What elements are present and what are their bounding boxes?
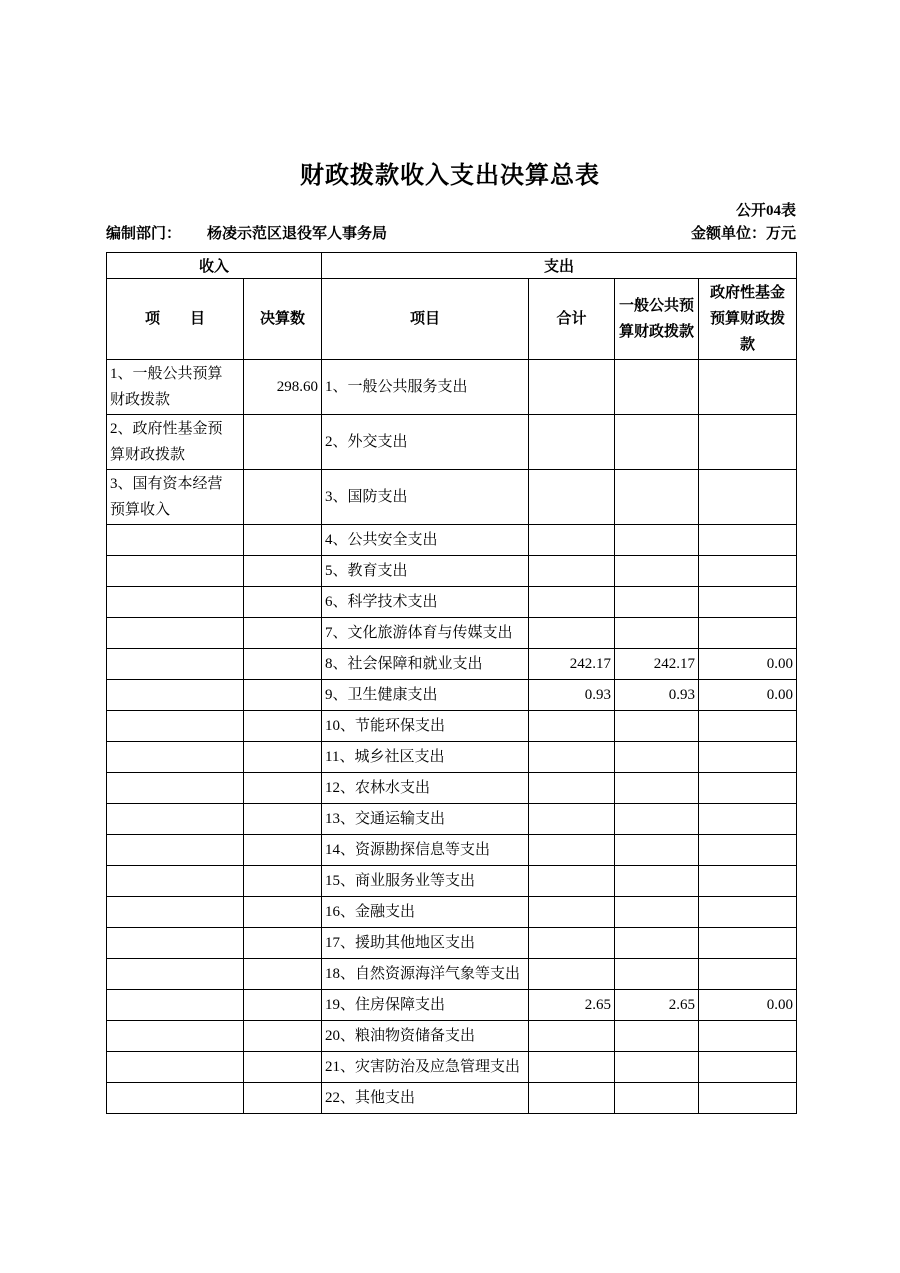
- expense-item-cell: 11、城乡社区支出: [322, 742, 529, 773]
- expense-item-cell: 16、金融支出: [322, 897, 529, 928]
- income-amount-cell: [244, 587, 322, 618]
- income-item-cell: [107, 990, 244, 1021]
- expense-total-cell: [529, 618, 615, 649]
- expense-item-cell: 19、住房保障支出: [322, 990, 529, 1021]
- income-amount-cell: [244, 618, 322, 649]
- expense-general-cell: [615, 804, 699, 835]
- income-item-cell: [107, 1021, 244, 1052]
- income-item-cell: [107, 649, 244, 680]
- income-item-cell: [107, 928, 244, 959]
- expense-total-cell: 242.17: [529, 649, 615, 680]
- expense-item-cell: 2、外交支出: [322, 415, 529, 470]
- income-amount-cell: [244, 742, 322, 773]
- expense-total-cell: [529, 1021, 615, 1052]
- expense-general-cell: [615, 1083, 699, 1114]
- expense-general-cell: [615, 742, 699, 773]
- income-item-cell: 1、一般公共预算财政拨款: [107, 360, 244, 415]
- expense-general-cell: [615, 360, 699, 415]
- income-item-cell: [107, 1052, 244, 1083]
- expense-govfund-cell: [699, 587, 797, 618]
- table-row: [107, 711, 797, 742]
- income-item-cell: [107, 742, 244, 773]
- expense-item-cell: 10、节能环保支出: [322, 711, 529, 742]
- income-item-cell: [107, 711, 244, 742]
- fiscal-appropriation-table: [106, 252, 797, 1114]
- income-amount-cell: [244, 990, 322, 1021]
- expense-item-cell: 9、卫生健康支出: [322, 680, 529, 711]
- table-row: [107, 897, 797, 928]
- expense-general-cell: [615, 587, 699, 618]
- income-item-cell: [107, 618, 244, 649]
- expense-general-cell: [615, 525, 699, 556]
- income-amount-cell: [244, 711, 322, 742]
- expense-total-cell: [529, 470, 615, 525]
- expense-govfund-cell: [699, 618, 797, 649]
- expense-total-cell: [529, 835, 615, 866]
- table-code: 公开04表: [735, 203, 796, 219]
- expense-govfund-cell: [699, 360, 797, 415]
- expense-general-cell: [615, 415, 699, 470]
- expense-general-cell: 0.93: [615, 680, 699, 711]
- income-amount-cell: [244, 835, 322, 866]
- expense-total-cell: [529, 525, 615, 556]
- table-row: [107, 1021, 797, 1052]
- expense-item-cell: 13、交通运输支出: [322, 804, 529, 835]
- income-item-cell: [107, 556, 244, 587]
- expense-total-cell: [529, 711, 615, 742]
- expense-item-cell: 15、商业服务业等支出: [322, 866, 529, 897]
- expense-total-cell: [529, 556, 615, 587]
- expense-general-cell: [615, 711, 699, 742]
- income-item-cell: [107, 773, 244, 804]
- expense-general-cell: [615, 1052, 699, 1083]
- income-amount-cell: [244, 415, 322, 470]
- table-row: [107, 835, 797, 866]
- table-row: [107, 742, 797, 773]
- expense-item-cell: 20、粮油物资储备支出: [322, 1021, 529, 1052]
- expense-total-cell: [529, 1052, 615, 1083]
- income-item-cell: [107, 897, 244, 928]
- table-row: [107, 990, 797, 1021]
- prepared-by-label: 编制部门：: [106, 226, 182, 242]
- expense-govfund-cell: [699, 1021, 797, 1052]
- expense-item-cell: 5、教育支出: [322, 556, 529, 587]
- expense-total-header: 合计: [529, 279, 615, 360]
- expense-general-cell: [615, 835, 699, 866]
- expense-total-cell: [529, 415, 615, 470]
- group-header-row: [107, 253, 797, 279]
- income-item-cell: [107, 680, 244, 711]
- income-amount-cell: [244, 1052, 322, 1083]
- table-row: [107, 680, 797, 711]
- income-amount-cell: [244, 525, 322, 556]
- expense-govfund-cell: 0.00: [699, 680, 797, 711]
- expense-total-cell: [529, 360, 615, 415]
- prepared-by: [106, 222, 387, 243]
- table-row: [107, 415, 797, 470]
- expense-total-cell: 2.65: [529, 990, 615, 1021]
- expense-govfund-cell: [699, 773, 797, 804]
- expense-general-cell: [615, 773, 699, 804]
- expense-item-cell: 6、科学技术支出: [322, 587, 529, 618]
- meta-line: [106, 222, 796, 243]
- income-amount-cell: [244, 470, 322, 525]
- expense-total-cell: 0.93: [529, 680, 615, 711]
- expense-item-cell: 22、其他支出: [322, 1083, 529, 1114]
- expense-general-budget-header: 一般公共预算财政拨款: [615, 279, 699, 360]
- expense-general-cell: [615, 866, 699, 897]
- income-amount-cell: [244, 773, 322, 804]
- expense-govfund-cell: [699, 959, 797, 990]
- page-title: 财政拨款收入支出决算总表: [300, 163, 600, 189]
- income-amount-cell: [244, 804, 322, 835]
- expense-govfund-cell: [699, 525, 797, 556]
- expense-govfund-cell: [699, 742, 797, 773]
- income-item-cell: [107, 1083, 244, 1114]
- income-item-cell: [107, 835, 244, 866]
- table-row: [107, 360, 797, 415]
- table-row: [107, 866, 797, 897]
- expense-gov-fund-header: 政府性基金预算财政拨款: [699, 279, 797, 360]
- income-item-cell: [107, 804, 244, 835]
- expense-general-cell: [615, 897, 699, 928]
- income-amount-cell: [244, 1083, 322, 1114]
- table-row: [107, 556, 797, 587]
- expense-general-cell: 242.17: [615, 649, 699, 680]
- income-amount-cell: [244, 556, 322, 587]
- table-body: [107, 360, 797, 1114]
- expense-general-cell: 2.65: [615, 990, 699, 1021]
- expense-general-cell: [615, 928, 699, 959]
- expense-govfund-cell: [699, 928, 797, 959]
- table-row: [107, 470, 797, 525]
- expense-item-cell: 8、社会保障和就业支出: [322, 649, 529, 680]
- expense-general-cell: [615, 959, 699, 990]
- expense-total-cell: [529, 587, 615, 618]
- column-header-row: [107, 279, 797, 360]
- income-amount-cell: [244, 680, 322, 711]
- expense-govfund-cell: [699, 835, 797, 866]
- expense-total-cell: [529, 866, 615, 897]
- expense-group-header: 支出: [322, 253, 797, 279]
- table-row: [107, 1083, 797, 1114]
- income-amount-cell: [244, 1021, 322, 1052]
- expense-total-cell: [529, 773, 615, 804]
- table-row: [107, 587, 797, 618]
- expense-govfund-cell: [699, 415, 797, 470]
- income-amount-cell: [244, 897, 322, 928]
- expense-item-cell: 4、公共安全支出: [322, 525, 529, 556]
- income-amount-cell: 298.60: [244, 360, 322, 415]
- table-row: [107, 804, 797, 835]
- expense-total-cell: [529, 959, 615, 990]
- table-row: [107, 649, 797, 680]
- table-header: [107, 253, 797, 360]
- income-item-cell: [107, 959, 244, 990]
- prepared-by-value: 杨凌示范区退役军人事务局: [207, 226, 388, 242]
- expense-item-cell: 7、文化旅游体育与传媒支出: [322, 618, 529, 649]
- income-item-cell: [107, 525, 244, 556]
- income-item-header: 项 目: [107, 279, 244, 360]
- amount-unit: 金额单位：万元: [690, 226, 796, 242]
- expense-govfund-cell: [699, 866, 797, 897]
- expense-total-cell: [529, 742, 615, 773]
- expense-item-header: 项目: [322, 279, 529, 360]
- expense-total-cell: [529, 897, 615, 928]
- income-amount-cell: [244, 649, 322, 680]
- income-amount-cell: [244, 959, 322, 990]
- table-row: [107, 928, 797, 959]
- expense-govfund-cell: [699, 897, 797, 928]
- expense-item-cell: 12、农林水支出: [322, 773, 529, 804]
- expense-item-cell: 18、自然资源海洋气象等支出: [322, 959, 529, 990]
- expense-general-cell: [615, 556, 699, 587]
- income-item-cell: 3、国有资本经营预算收入: [107, 470, 244, 525]
- income-amount-cell: [244, 866, 322, 897]
- income-group-header: 收入: [107, 253, 322, 279]
- expense-govfund-cell: [699, 1083, 797, 1114]
- income-amount-cell: [244, 928, 322, 959]
- expense-total-cell: [529, 804, 615, 835]
- expense-item-cell: 1、一般公共服务支出: [322, 360, 529, 415]
- table-row: [107, 1052, 797, 1083]
- table-row: [107, 618, 797, 649]
- expense-general-cell: [615, 470, 699, 525]
- table-row: [107, 525, 797, 556]
- table-row: [107, 773, 797, 804]
- expense-govfund-cell: 0.00: [699, 649, 797, 680]
- expense-general-cell: [615, 1021, 699, 1052]
- expense-item-cell: 14、资源勘探信息等支出: [322, 835, 529, 866]
- expense-govfund-cell: [699, 1052, 797, 1083]
- expense-total-cell: [529, 1083, 615, 1114]
- expense-govfund-cell: [699, 556, 797, 587]
- income-item-cell: 2、政府性基金预算财政拨款: [107, 415, 244, 470]
- income-item-cell: [107, 866, 244, 897]
- expense-item-cell: 3、国防支出: [322, 470, 529, 525]
- expense-govfund-cell: [699, 470, 797, 525]
- expense-govfund-cell: [699, 711, 797, 742]
- expense-govfund-cell: [699, 804, 797, 835]
- expense-item-cell: 17、援助其他地区支出: [322, 928, 529, 959]
- expense-item-cell: 21、灾害防治及应急管理支出: [322, 1052, 529, 1083]
- income-item-cell: [107, 587, 244, 618]
- expense-total-cell: [529, 928, 615, 959]
- income-amount-header: 决算数: [244, 279, 322, 360]
- expense-general-cell: [615, 618, 699, 649]
- table-row: [107, 959, 797, 990]
- expense-govfund-cell: 0.00: [699, 990, 797, 1021]
